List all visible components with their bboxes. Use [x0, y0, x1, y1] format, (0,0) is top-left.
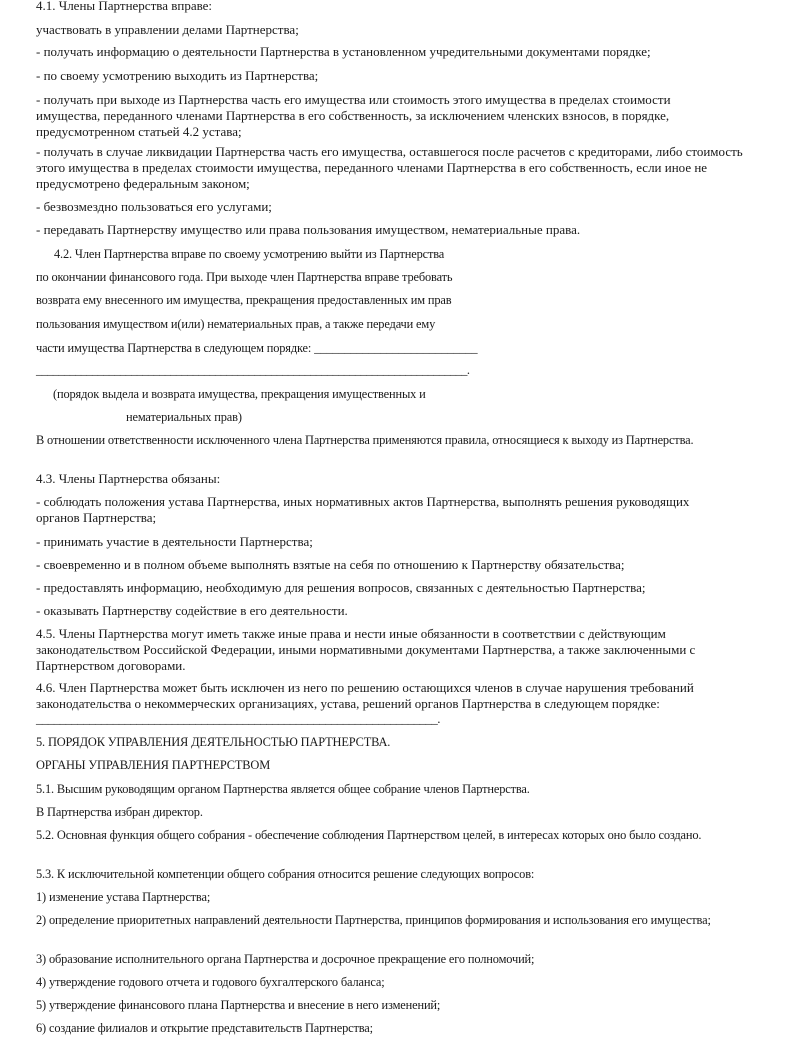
clause-5-3-item: 5) утверждение финансового плана Партнерства и внесение в него изменений; [36, 998, 441, 1012]
clause-4-2-line: пользования имуществом и(или) нематериальных прав, а также передачи ему [36, 317, 436, 331]
clause-4-2-line: возврата ему внесенного им имущества, прекращения предоставленных им прав [36, 293, 452, 307]
clause-4-6-blank-line: ____________________________________________________________________. [36, 711, 440, 726]
clause-5-1: 5.1. Высшим руководящим органом Партнерства является общее собрание членов Партнерства. [36, 782, 530, 796]
clause-4-3-title: 4.3. Члены Партнерства обязаны: [36, 471, 221, 486]
clause-5-3-item: 6) создание филиалов и открытие представительств Партнерства; [36, 1021, 373, 1035]
clause-4-1-item: - получать в случае ликвидации Партнерства часть его имущества, оставшегося после расчетов с кредиторами, либо стоимость этого имущества в пределах стоимости имущества, переданного членами Партнерства в его собственность, если иное не предусмотрено федеральным законом; [36, 144, 743, 191]
clause-4-1-item: - безвозмездно пользоваться его услугами; [36, 199, 272, 214]
clause-4-1-item: - получать при выходе из Партнерства часть его имущества или стоимость этого имущества в пределах стоимости имущества, переданного членами Партнерства в его собственность, за исключением членских взносов, в порядке, предусмотренном статьей 4.2 устава; [36, 92, 671, 139]
clause-5-3-item: 2) определение приоритетных направлений деятельности Партнерства, принципов формирования и использования его имущества; [36, 913, 711, 927]
clause-4-1-item: - получать информацию о деятельности Партнерства в установленном учредительными документами порядке; [36, 44, 651, 59]
clause-5-3-item: 1) изменение устава Партнерства; [36, 890, 211, 904]
clause-4-2-excluded: В отношении ответственности исключенного члена Партнерства применяются правила, относящиеся к выходу из Партнерства. [36, 433, 694, 447]
clause-5-3-item: 3) образование исполнительного органа Партнерства и досрочное прекращение его полномочий; [36, 952, 535, 966]
section-5-heading: 5. ПОРЯДОК УПРАВЛЕНИЯ ДЕЯТЕЛЬНОСТЬЮ ПАРТНЕРСТВА. [36, 735, 391, 749]
clause-4-2-note: нематериальных прав) [126, 410, 242, 424]
clause-4-3-item: - соблюдать положения устава Партнерства, иных нормативных актов Партнерства, выполнять решения руководящих органов Партнерства; [36, 494, 690, 525]
clause-4-2-line: части имущества Партнерства в следующем порядке: ___________________________ [36, 341, 478, 355]
clause-4-3-item: - своевременно и в полном объеме выполнять взятые на себя по отношению к Партнерству обязательства; [36, 557, 625, 572]
clause-4-5: 4.5. Члены Партнерства могут иметь также иные права и нести иные обязанности в соответствии с действующим законодательством Российской Федерации, иными нормативными документами Партнерства, а также заключенными с Партнерством договорами. [36, 626, 696, 673]
clause-5-3: 5.3. К исключительной компетенции общего собрания относится решение следующих вопросов: [36, 867, 535, 881]
clause-5-3-item: 4) утверждение годового отчета и годового бухгалтерского баланса; [36, 975, 385, 989]
clause-5-2: 5.2. Основная функция общего собрания - обеспечение соблюдения Партнерством целей, в интересах которых оно было создано. [36, 828, 702, 842]
clause-5-1-director: В Партнерства избран директор. [36, 805, 203, 819]
clause-4-1-item: - по своему усмотрению выходить из Партнерства; [36, 68, 319, 83]
clause-4-2-line: 4.2. Член Партнерства вправе по своему усмотрению выйти из Партнерства [54, 247, 445, 261]
clause-4-2-blank-line: _____________________________________________________________________________. [36, 363, 470, 377]
clause-4-1-title: 4.1. Члены Партнерства вправе: [36, 0, 213, 13]
clause-4-2-line: по окончании финансового года. При выходе член Партнерства вправе требовать [36, 270, 453, 284]
clause-4-3-item: - оказывать Партнерству содействие в его деятельности. [36, 603, 348, 618]
clause-4-1-item: - передавать Партнерству имущество или права пользования имуществом, нематериальные права. [36, 222, 581, 237]
clause-4-3-item: - принимать участие в деятельности Партнерства; [36, 534, 313, 549]
clause-4-1-item: участвовать в управлении делами Партнерства; [36, 22, 299, 37]
clause-4-3-item: - предоставлять информацию, необходимую для решения вопросов, связанных с деятельностью Партнерства; [36, 580, 646, 595]
clause-4-6: 4.6. Член Партнерства может быть исключен из него по решению остающихся членов в случае нарушения требований законодательства о некоммерческих организациях, устава, решений органов Партнерства в следующем порядке: [36, 680, 694, 711]
clause-4-2-note: (порядок выдела и возврата имущества, прекращения имущественных и [53, 387, 426, 401]
section-5-subheading: ОРГАНЫ УПРАВЛЕНИЯ ПАРТНЕРСТВОМ [36, 758, 271, 772]
